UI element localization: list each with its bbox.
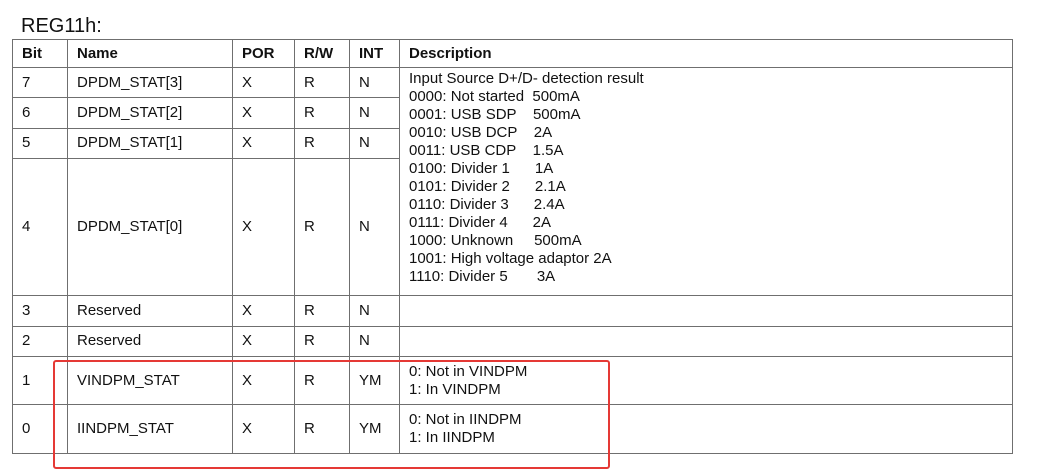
rw-cell: R: [295, 68, 350, 98]
header-bit: Bit: [13, 40, 68, 68]
name-cell: DPDM_STAT[2]: [68, 98, 233, 128]
empty-description-cell: [400, 296, 1013, 326]
por-cell: X: [233, 68, 295, 98]
dpdm-description-cell: [400, 68, 1013, 296]
header-int: INT: [350, 40, 400, 68]
int-cell: N: [350, 158, 400, 295]
name-cell: VINDPM_STAT: [68, 356, 233, 405]
name-cell: IINDPM_STAT: [68, 405, 233, 454]
rw-cell: R: [295, 296, 350, 326]
dpdm-description-line: 0010: USB DCP 2A: [409, 124, 553, 141]
por-cell: X: [233, 98, 295, 128]
int-cell: N: [350, 128, 400, 158]
por-cell: X: [233, 405, 295, 454]
header-name: Name: [68, 40, 233, 68]
dpdm-description-line: 1110: Divider 5 3A: [409, 268, 556, 285]
register-title: REG11h:: [21, 15, 102, 37]
rw-cell: R: [295, 356, 350, 405]
empty-description-cell: [400, 326, 1013, 356]
por-cell: X: [233, 296, 295, 326]
iindpm-description-line: 1: In IINDPM: [409, 429, 495, 447]
dpdm-description-line: 1000: Unknown 500mA: [409, 232, 582, 249]
dpdm-description-line: 1001: High voltage adaptor 2A: [409, 250, 612, 267]
int-cell: N: [350, 296, 400, 326]
name-cell: Reserved: [68, 296, 233, 326]
bit-cell: 7: [13, 68, 68, 98]
dpdm-description-line: 0111: Divider 4 2A: [409, 214, 552, 231]
bit-cell: 2: [13, 326, 68, 356]
bit-cell: 0: [13, 405, 68, 454]
rw-cell: R: [295, 128, 350, 158]
header-description: Description: [400, 40, 1013, 68]
name-cell: DPDM_STAT[0]: [68, 158, 233, 295]
rw-cell: R: [295, 326, 350, 356]
dpdm-description-line: 0101: Divider 2 2.1A: [409, 178, 566, 195]
name-cell: Reserved: [68, 326, 233, 356]
por-cell: X: [233, 326, 295, 356]
name-cell: DPDM_STAT[1]: [68, 128, 233, 158]
rw-cell: R: [295, 158, 350, 295]
table-row: [13, 326, 1013, 356]
por-cell: X: [233, 128, 295, 158]
int-cell: N: [350, 98, 400, 128]
register-table: [12, 39, 1013, 454]
dpdm-description-line: 0011: USB CDP 1.5A: [409, 142, 564, 159]
int-cell: N: [350, 68, 400, 98]
bit-cell: 1: [13, 356, 68, 405]
por-cell: X: [233, 158, 295, 295]
dpdm-description-line: 0110: Divider 3 2.4A: [409, 196, 565, 213]
por-cell: X: [233, 356, 295, 405]
name-cell: DPDM_STAT[3]: [68, 68, 233, 98]
dpdm-description-line: 0100: Divider 1 1A: [409, 160, 554, 177]
table-row: [13, 68, 1013, 98]
dpdm-description-line: Input Source D+/D- detection result: [409, 70, 644, 87]
dpdm-description-line: 0000: Not started 500mA: [409, 88, 580, 105]
vindpm-description-cell: [400, 356, 1013, 405]
iindpm-description-cell: [400, 405, 1013, 454]
rw-cell: R: [295, 98, 350, 128]
header-rw: R/W: [295, 40, 350, 68]
vindpm-description-line: 0: Not in VINDPM: [409, 362, 528, 380]
dpdm-description-line: 0001: USB SDP 500mA: [409, 106, 581, 123]
bit-cell: 4: [13, 158, 68, 295]
int-cell: YM: [350, 356, 400, 405]
table-row: [13, 405, 1013, 454]
bit-cell: 3: [13, 296, 68, 326]
iindpm-description-line: 0: Not in IINDPM: [409, 411, 522, 429]
bit-cell: 6: [13, 98, 68, 128]
header-por: POR: [233, 40, 295, 68]
table-row: [13, 296, 1013, 326]
header-row: [13, 40, 1013, 68]
bit-cell: 5: [13, 128, 68, 158]
vindpm-description-line: 1: In VINDPM: [409, 380, 501, 398]
table-row: [13, 356, 1013, 405]
int-cell: N: [350, 326, 400, 356]
int-cell: YM: [350, 405, 400, 454]
rw-cell: R: [295, 405, 350, 454]
